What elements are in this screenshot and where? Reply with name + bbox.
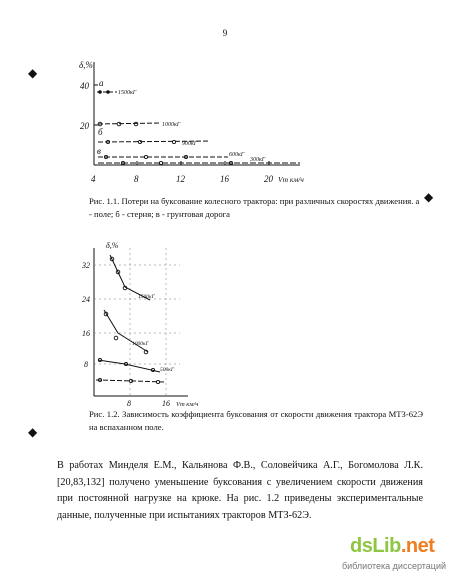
fig1-curve-letter-a: а [99, 78, 104, 88]
fig1-note: 300кГ [250, 157, 266, 163]
watermark-logo-main: dsLib [350, 535, 401, 557]
fig1-note: 1500кГ [118, 90, 137, 96]
fig2-y-tick: 24 [82, 295, 90, 304]
watermark [341, 535, 446, 575]
fig1-x-tick: 20 [264, 174, 273, 184]
fig1-curve-letter-b: б [98, 127, 103, 137]
figure-1-caption: Рис. 1.1. Потери на буксование колесного трактора: при различных скоростях движения. а - поле; б - стерня; в - грунтовая дорога [89, 196, 420, 219]
margin-mark-left-bottom: ◆ [28, 425, 38, 439]
fig1-x-label: Vт км/ч [278, 175, 304, 184]
fig2-y-tick: 16 [82, 329, 90, 338]
fig2-note: 500кГ [160, 367, 174, 373]
fig2-note: 1500кГ [138, 294, 155, 300]
fig1-x-tick: 16 [220, 174, 229, 184]
fig2-x-tick: 8 [127, 399, 131, 408]
fig1-x-tick: 12 [176, 174, 185, 184]
fig1-note: 600кГ [229, 152, 245, 158]
margin-mark-right-top: ◆ [424, 190, 434, 204]
fig1-x-tick: 4 [91, 174, 96, 184]
fig1-y-tick: 40 [80, 81, 89, 91]
fig1-x-tick: 8 [134, 174, 139, 184]
fig1-curve-letter-c: в [97, 146, 101, 156]
fig2-y-label: δ,% [106, 241, 119, 250]
fig1-note: 900кГ [182, 141, 198, 147]
watermark-logo [350, 535, 434, 558]
watermark-tagline: библиотека диссертаций [341, 561, 446, 571]
fig1-note: 1000кГ [162, 122, 181, 128]
figure-2-caption: Рис. 1.2. Зависимость коэффициента буксования от скорости движения трактора МТЗ-62Э на вспаханном поле. [89, 409, 423, 432]
fig2-y-tick: 32 [82, 261, 90, 270]
fig2-curve-500a [98, 360, 160, 372]
page-number: 9 [222, 28, 228, 38]
fig2-note: 1000кГ [132, 341, 149, 347]
fig2-x-tick: 16 [162, 399, 170, 408]
fig2-y-tick: 8 [84, 360, 88, 369]
fig1-y-label: δ,% [79, 60, 93, 70]
watermark-logo-tld: .net [400, 535, 435, 557]
body-paragraph: В работах Минделя Е.М., Кальянова Ф.В., Соловейчика А.Г., Богомолова Л.К. [20,83,132] получено уменьшение буксования с увеличением скорости движения при постоянной нагрузке на крюке. На рис. 1.2 приведены экспериментальные данные, полученные при испытаниях тракторов МТЗ-62Э. [57, 460, 423, 521]
margin-mark-left-top: ◆ [28, 66, 38, 80]
fig1-y-tick: 20 [80, 121, 89, 131]
fig2-x-label: Vт км/ч [176, 401, 199, 408]
